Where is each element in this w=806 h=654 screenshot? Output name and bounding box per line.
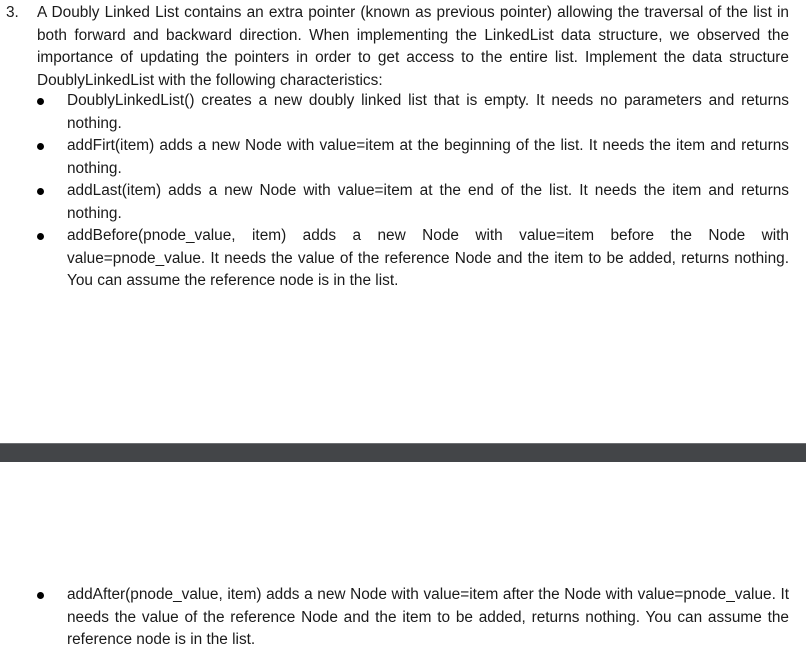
bullet-icon: [37, 143, 44, 150]
bullet-icon: [37, 233, 44, 240]
list-item-text: addLast(item) adds a new Node with value=item at the end of the list. It needs the item and returns nothing.: [67, 182, 789, 222]
bullet-icon: [37, 188, 44, 195]
list-item-text: addBefore(pnode_value, item) adds a new Node with value=item before the Node with value=pnode_value. It needs the value of the reference Node and the item to be added, returns nothing. You can assume the reference node is in the list.: [67, 227, 789, 289]
bullet-icon: [37, 592, 44, 599]
list-item: [37, 180, 789, 225]
list-item: [37, 135, 789, 180]
question-intro: A Doubly Linked List contains an extra pointer (known as previous pointer) allowing the traversal of the list in both forward and backward direction. When implementing the LinkedList data structure, we observed the importance of updating the pointers in order to get access to the entire list. Implement the data structure DoublyLinkedList with the following characteristics:: [37, 4, 789, 89]
list-item-text: addFirt(item) adds a new Node with value=item at the beginning of the list. It needs the item and returns nothing.: [67, 137, 789, 177]
requirements-list-continued: [37, 584, 789, 652]
list-item-text: addAfter(pnode_value, item) adds a new Node with value=item after the Node with value=pnode_value. It needs the value of the reference Node and the item to be added, returns nothing. You can assume the reference node is in the list.: [67, 586, 789, 648]
bullet-icon: [37, 98, 44, 105]
document-page-bottom: [0, 462, 806, 654]
requirements-list: [37, 90, 789, 293]
list-item: [37, 90, 789, 135]
list-item: [37, 584, 789, 652]
list-item-text: DoublyLinkedList() creates a new doubly linked list that is empty. It needs no parameters and returns nothing.: [67, 92, 789, 132]
page-separator: [0, 443, 806, 462]
question-number: 3.: [6, 4, 19, 21]
list-item: [37, 225, 789, 293]
